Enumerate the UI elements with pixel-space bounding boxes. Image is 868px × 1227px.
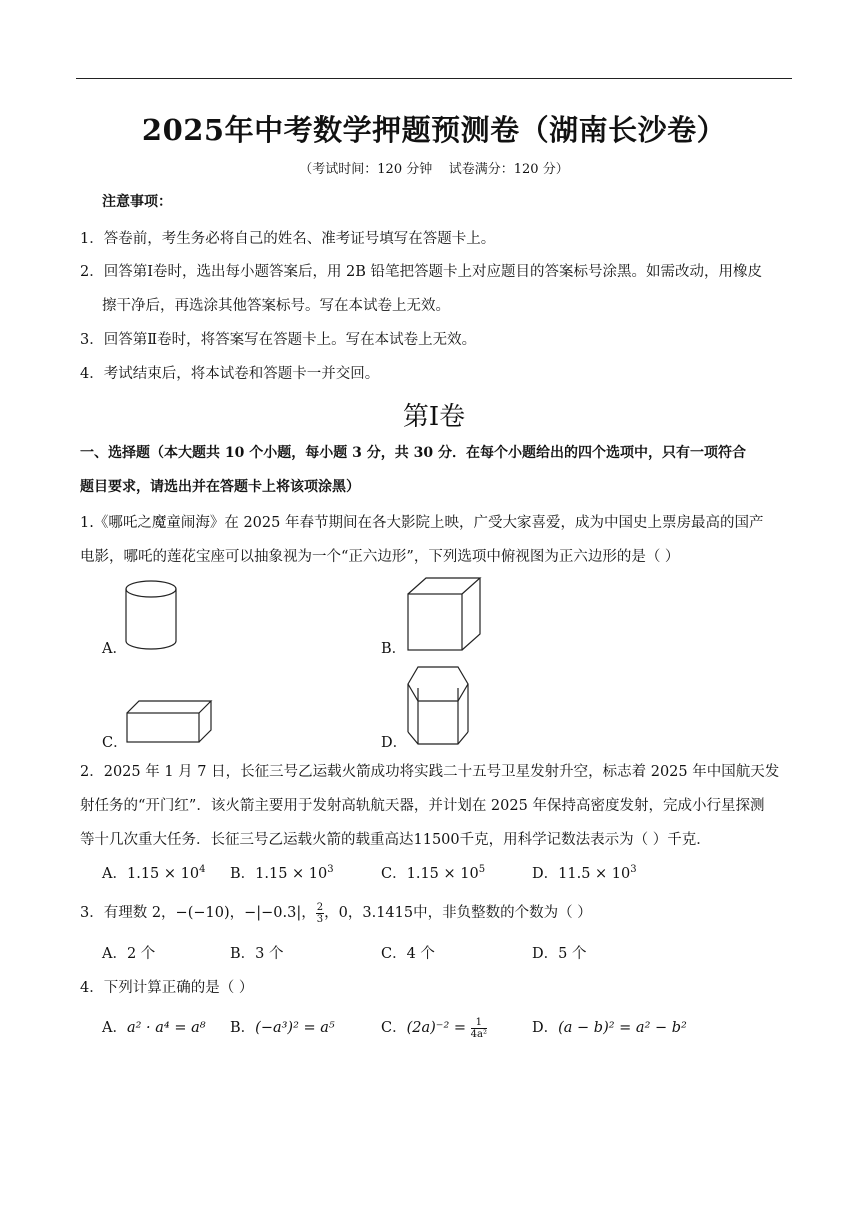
cylinder-figure xyxy=(125,580,181,650)
q4-option-d: D．(a − b)² = a² − b² xyxy=(532,1020,687,1036)
page-title: 2025年中考数学押题预测卷（湖南长沙卷） xyxy=(141,113,727,147)
q4-option-b: B．(−a³)² = a⁵ xyxy=(230,1020,335,1036)
q2-option-b: B．$1.15 \times 10^3$ xyxy=(230,864,334,882)
cuboid-figure xyxy=(125,699,215,745)
fraction: $\frac{1}{\text{4a²}}$ xyxy=(470,1016,487,1040)
notice-item-2: 2．回答第Ⅰ卷时，选出每小题答案后，用 2B 铅笔把答题卡上对应题目的答案标号涂黑。如需改动，用橡皮 xyxy=(80,264,763,280)
notice-item-4: 4．考试结束后，将本试卷和答题卡一并交回。 xyxy=(80,366,380,382)
q4-stem: 4．下列计算正确的是（ ） xyxy=(80,980,254,996)
q1-option-a-label: A． xyxy=(102,641,127,657)
q1-option-d-label: D． xyxy=(381,735,408,751)
q3-option-c: C．4 个 xyxy=(381,946,435,962)
q1-option-b-label: B． xyxy=(381,641,407,657)
q3-stem: 3．有理数 2，−(−10)，−|−0.3|， $\frac{2}{3}$ ，0，3.1415中，非负整数的个数为（ ） xyxy=(80,901,592,925)
q1-stem: 1.《哪吒之魔童闹海》在 2025 年春节期间在各大影院上映，广受大家喜爱，成为中国史上票房最高的国产 xyxy=(80,515,764,531)
notice-item-3: 3．回答第Ⅱ卷时，将答案写在答题卡上。写在本试卷上无效。 xyxy=(80,332,477,348)
q2-option-c: C．$1.15 \times 10^5$ xyxy=(381,864,486,882)
notice-item-2-cont: 擦干净后，再选涂其他答案标号。写在本试卷上无效。 xyxy=(102,298,450,314)
header-rule xyxy=(76,78,792,79)
section-instructions-cont: 题目要求，请选出并在答题卡上将该项涂黑） xyxy=(80,479,360,495)
q2-stem-cont: 射任务的“开门红”．该火箭主要用于发射高轨航天器，并计划在 2025 年保持高密度发射，完成小行星探测 xyxy=(80,798,765,814)
q2-stem-cont-2: 等十几次重大任务．长征三号乙运载火箭的载重高达11500千克，用科学记数法表示为（ ）千克． xyxy=(80,832,711,848)
cube-figure xyxy=(406,576,486,654)
notice-item-1: 1．答卷前，考生务必将自己的姓名、准考证号填写在答题卡上。 xyxy=(80,231,496,247)
q1-stem-cont: 电影，哪吒的莲花宝座可以抽象视为一个“正六边形”，下列选项中俯视图为正六边形的是（ ） xyxy=(80,549,680,565)
q3-option-d: D．5 个 xyxy=(532,946,587,962)
exam-info: （考试时间：120 分钟 试卷满分：120 分） xyxy=(299,162,569,177)
q2-option-d: D．$11.5 \times 10^3$ xyxy=(532,864,637,882)
hexagonal-prism-figure xyxy=(406,664,472,748)
q2-stem: 2．2025 年 1 月 7 日，长征三号乙运载火箭成功将实践二十五号卫星发射升空，标志着 2025 年中国航天发 xyxy=(80,764,780,780)
q2-option-a: A．$1.15 \times 10^4$ xyxy=(102,864,206,882)
fraction: $\frac{2}{3}$ xyxy=(316,901,324,925)
notice-heading: 注意事项： xyxy=(102,194,172,210)
section-title: 第Ⅰ卷 xyxy=(402,402,466,432)
q4-option-a: A．a² · a⁴ = a⁸ xyxy=(102,1020,206,1036)
q3-option-b: B．3 个 xyxy=(230,946,284,962)
section-instructions: 一、选择题（本大题共 10 个小题，每小题 3 分，共 30 分．在每个小题给出的四个选项中，只有一项符合 xyxy=(80,445,746,461)
q1-option-c-label: C． xyxy=(102,735,128,751)
q3-option-a: A．2 个 xyxy=(102,946,156,962)
q4-option-c: C．(2a)⁻² = $\frac{1}{\text{4a²}}$ xyxy=(381,1016,487,1040)
